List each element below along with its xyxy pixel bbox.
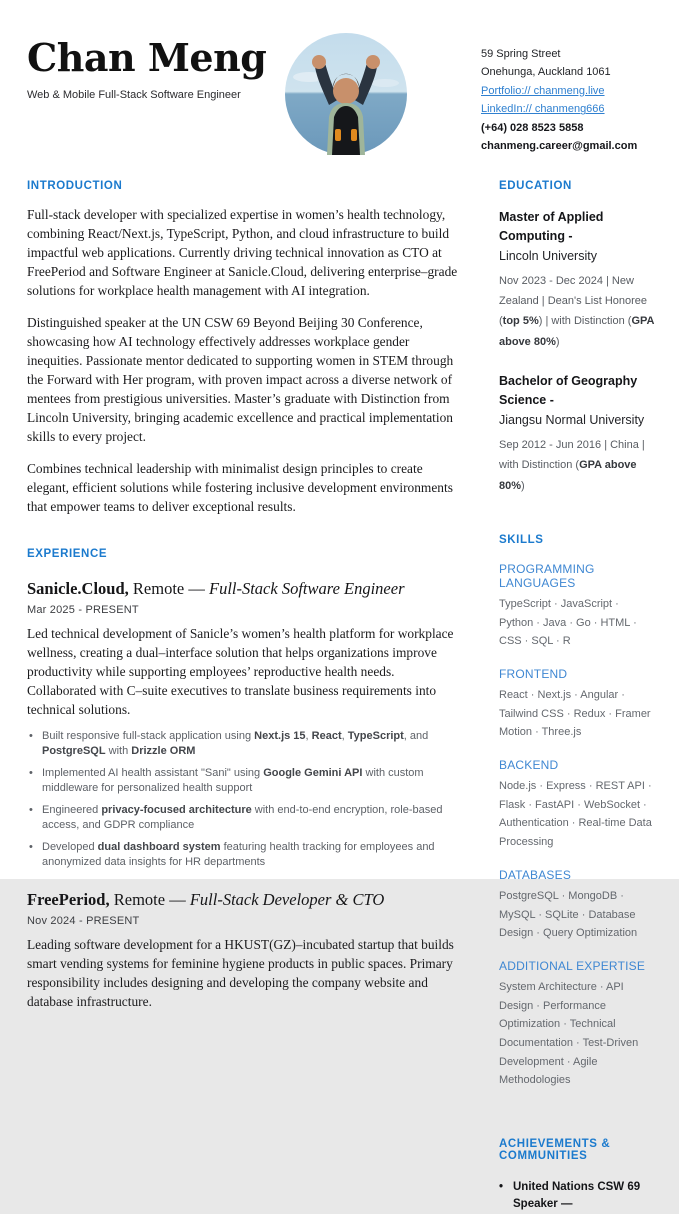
contact-address-line1: 59 Spring Street (481, 48, 561, 60)
experience-heading: EXPERIENCE (27, 547, 108, 560)
page-title: Chan Meng (27, 35, 267, 80)
achievement-item: • United Nations CSW 69 Speaker — (499, 1179, 655, 1214)
contact-address-line2: Onehunga, Auckland 1061 (481, 66, 611, 79)
degree-school: Lincoln University (499, 248, 597, 263)
job-bullet-list (27, 729, 463, 871)
job-bullet: • Implemented AI health assistant "Sani" using Google Gemini API with custom middleware for personalized health support (27, 766, 463, 797)
skills-heading: SKILLS (499, 533, 544, 546)
degree-entry (499, 372, 655, 496)
profile-photo-illustration (285, 33, 407, 155)
job-dates: Nov 2024 - PRESENT (27, 914, 140, 927)
skill-group (499, 667, 655, 742)
degree-entry (499, 208, 655, 352)
job-company: FreePeriod, (27, 889, 110, 909)
contact-email: chanmeng.career@gmail.com (481, 140, 638, 153)
left-column (27, 180, 463, 1214)
portfolio-link[interactable]: Portfolio:// chanmeng.live (481, 84, 605, 97)
achievements-heading: ACHIEVEMENTS & COMMUNITIES (499, 1138, 611, 1163)
job-subtitle: Web & Mobile Full-Stack Software Engineer (27, 88, 241, 101)
skill-group-items: System Architecture · API Design · Performance Optimization · Technical Documentation · Test-Driven Development · Agile Methodologies (499, 980, 639, 1087)
right-column (499, 180, 655, 1214)
education-section (499, 180, 655, 496)
skill-group (499, 868, 655, 943)
skill-group (499, 562, 655, 651)
header-identity (27, 36, 285, 101)
skill-group-label: DATABASES (499, 867, 572, 882)
contact-block (481, 36, 655, 156)
profile-photo (285, 33, 407, 155)
degree-details: Sep 2012 - Jun 2016 | China | with Distinction (GPA above 80%) (499, 438, 645, 492)
job-entry (27, 579, 463, 871)
job-dates: Mar 2025 - PRESENT (27, 603, 139, 616)
job-company: Sanicle.Cloud, (27, 578, 129, 598)
job-entry (27, 890, 463, 1011)
degree-name: Master of Applied Computing - (499, 209, 604, 244)
skill-group-items: TypeScript · JavaScript · Python · Java · Go · HTML · CSS · SQL · R (499, 597, 637, 648)
skill-group-label: FRONTEND (499, 667, 568, 682)
job-summary: Leading software development for a HKUST(GZ)–incubated startup that builds smart vending systems for feminine hygiene products in public spaces. Primary responsibility includes designing and developing the company website and database infrastructure. (27, 936, 454, 1009)
skill-group-items: PostgreSQL · MongoDB · MySQL · SQLite · Database Design · Query Optimization (499, 889, 638, 940)
skill-group (499, 959, 655, 1090)
skills-section (499, 534, 655, 1090)
job-location: Remote — (109, 889, 190, 909)
introduction-paragraph: Combines technical leadership with minimalist design principles to create elegant, efficient solutions while fostering inclusive development environments that empower teams to deliver exceptional results. (27, 460, 453, 514)
job-summary: Led technical development of Sanicle’s women’s health platform for workplace wellness, creating a dual–interface solution that helps organizations improve productivity while supporting employees’ reproductive health needs. Collaborated with C–suite executives to translate business requirements into technical solutions. (27, 625, 454, 717)
skill-group (499, 758, 655, 852)
achievements-section (499, 1138, 655, 1214)
introduction-paragraph: Distinguished speaker at the UN CSW 69 Beyond Beijing 30 Conference, showcasing how AI technology effectively addresses workplace gender inequities. Passionate mentor dedicated to supporting women in STEM through the Forward with Her program, with proven impact across a diverse network of mentees from prestigious universities. Master’s graduate with Distinction from Lincoln University, bringing academic excellence and practical implementation skills to every project. (27, 314, 454, 444)
experience-section (27, 548, 463, 1011)
degree-details: Nov 2023 - Dec 2024 | New Zealand | Dean's List Honoree (top 5%) | with Distinction (GPA above 80%) (499, 274, 655, 348)
introduction-heading: INTRODUCTION (27, 179, 123, 192)
header (27, 36, 655, 156)
job-bullet: • Built responsive full-stack application using Next.js 15, React, TypeScript, and PostgreSQL with Drizzle ORM (27, 729, 463, 760)
job-location: Remote — (128, 578, 209, 598)
job-title (27, 579, 463, 599)
degree-school: Jiangsu Normal University (499, 412, 645, 427)
achievements-list (499, 1179, 655, 1214)
job-bullet: • Developed dual dashboard system featuring health tracking for employees and anonymized data insights for HR departments (27, 840, 463, 871)
skill-group-items: Node.js · Express · REST API · Flask · FastAPI · WebSocket · Authentication · Real-time Data Processing (499, 780, 652, 849)
introduction-section (27, 180, 463, 516)
job-role: Full-Stack Software Engineer (208, 578, 405, 598)
skill-group-label: BACKEND (499, 758, 559, 773)
linkedin-link[interactable]: LinkedIn:// chanmeng666 (481, 103, 605, 116)
education-heading: EDUCATION (499, 179, 572, 192)
degree-name: Bachelor of Geography Science - (499, 374, 638, 408)
job-role: Full-Stack Developer & CTO (189, 889, 385, 909)
skill-group-label: PROGRAMMING LANGUAGES (499, 561, 595, 590)
job-title (27, 890, 463, 910)
main-content (27, 180, 655, 1214)
contact-phone: (+64) 028 8523 5858 (481, 121, 584, 134)
skill-group-items: React · Next.js · Angular · Tailwind CSS · Redux · Framer Motion · Three.js (499, 689, 651, 739)
skill-group-label: ADDITIONAL EXPERTISE (499, 958, 646, 973)
introduction-paragraph: Full-stack developer with specialized expertise in women’s health technology, combining React/Next.js, TypeScript, Python, and cloud infrastructure to build impactful web applications. Currently driving technical innovation as CTO at FreePeriod and Software Engineer at Sanicle.Cloud, delivering enterprise–grade solutions for workplace health management with AI integration. (27, 206, 458, 298)
job-bullet: • Engineered privacy-focused architecture with end-to-end encryption, role-based access, and GDPR compliance (27, 803, 463, 834)
